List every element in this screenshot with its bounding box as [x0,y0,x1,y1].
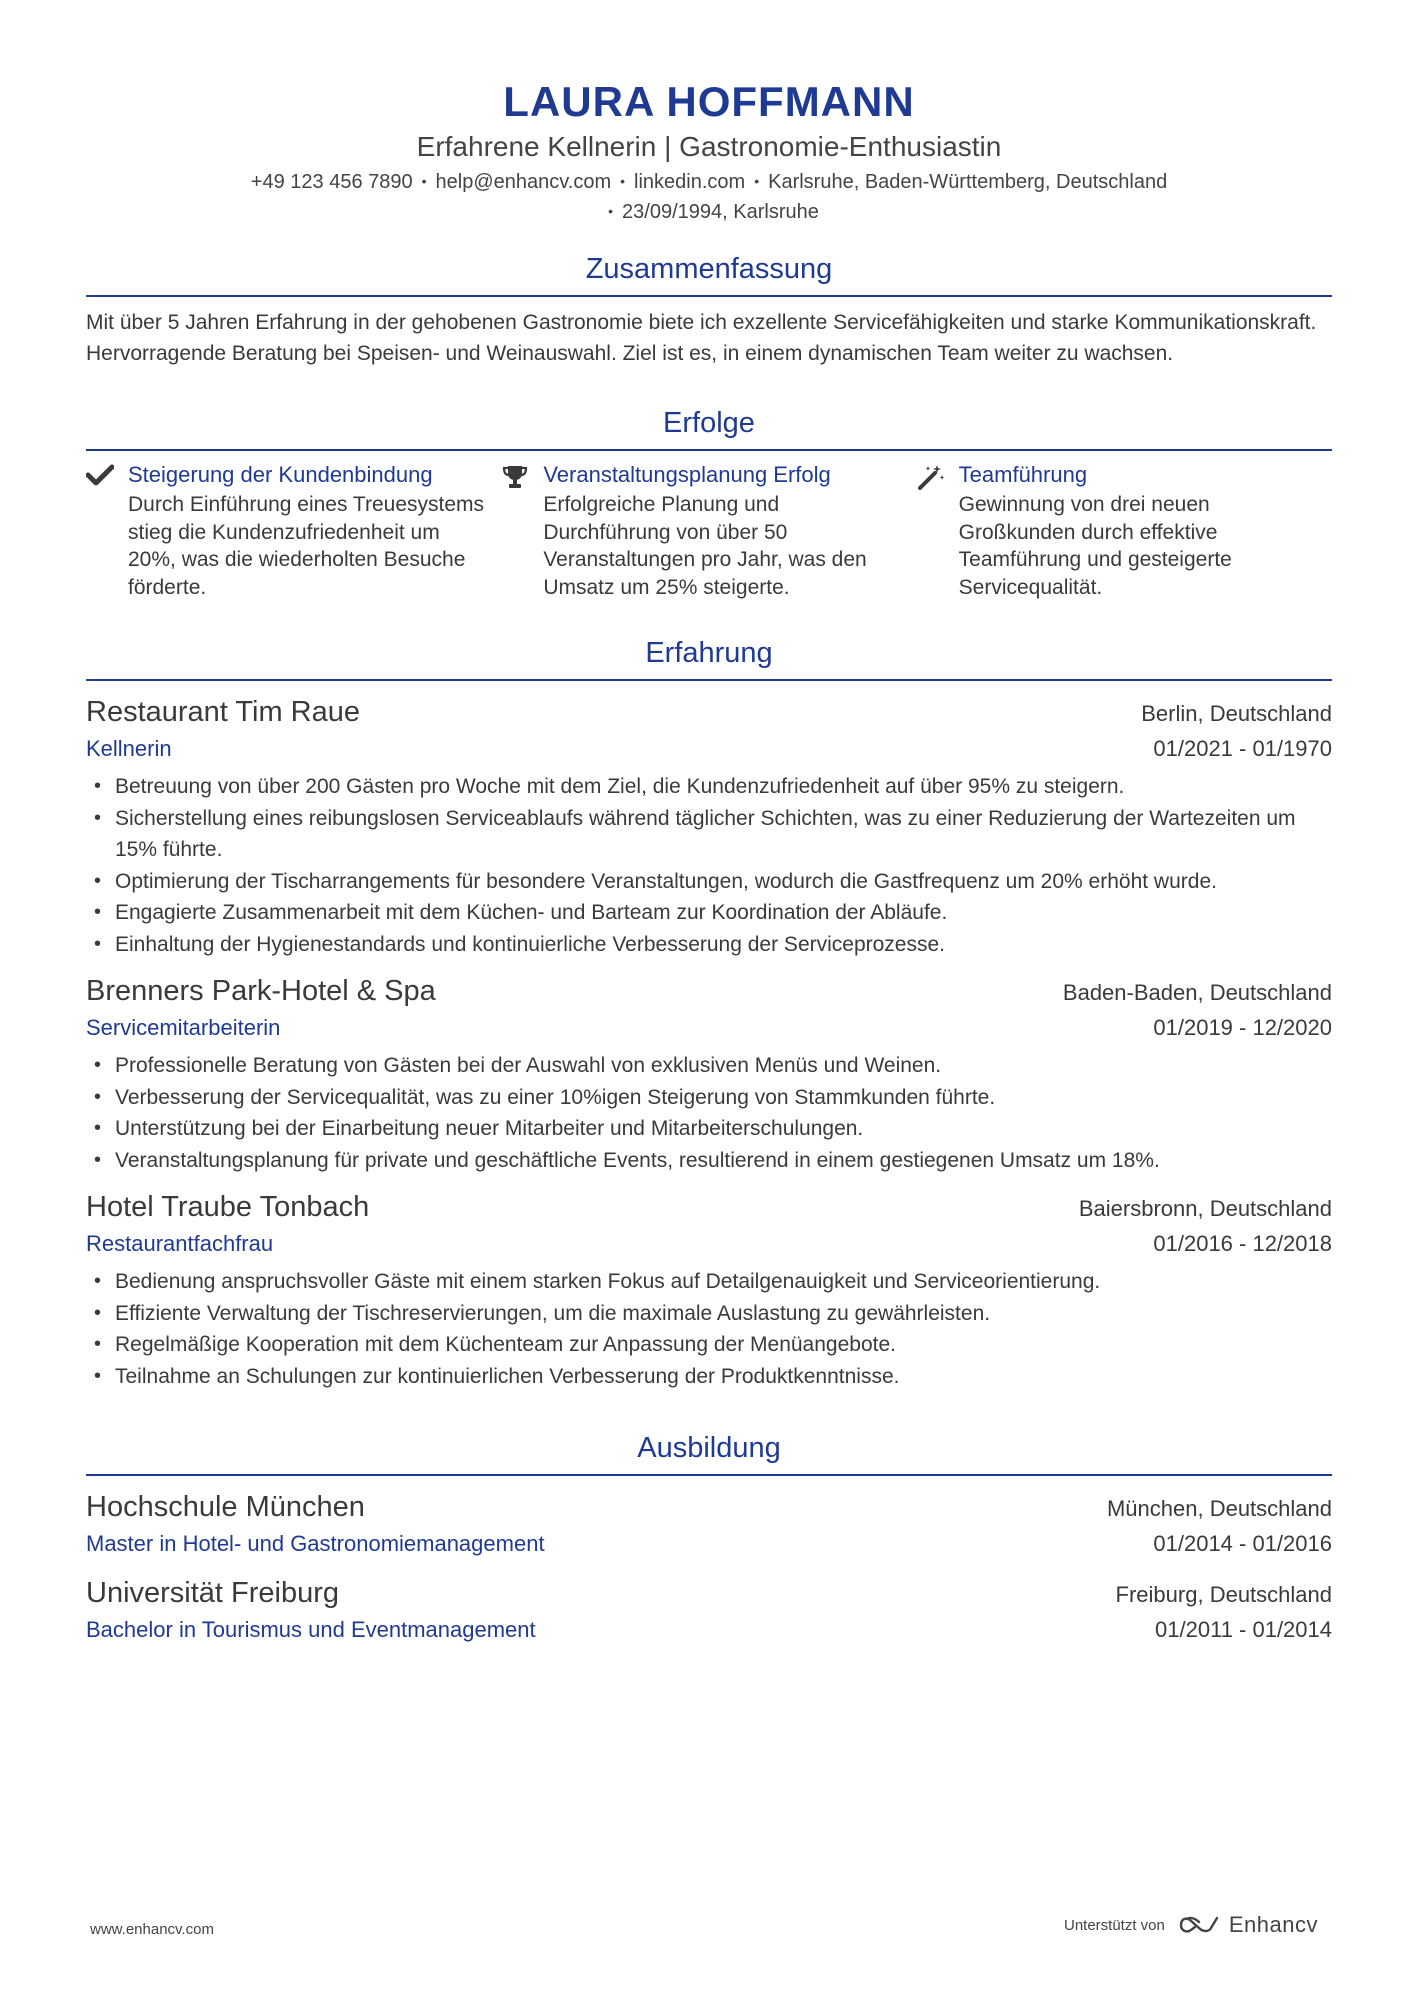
job-role: Servicemitarbeiterin [86,1015,281,1040]
enhancv-logo-icon [1177,1914,1221,1936]
section-divider [86,295,1332,297]
list-item: • Regelmäßige Kooperation mit dem Küchenteam zur Anpassung der Menüangebote. [86,1329,1332,1361]
powered-by-label: Unterstützt von [1063,1916,1165,1934]
job-dates: 01/2019 - 12/2020 [1153,1015,1332,1040]
job-dates: 01/2016 - 12/2018 [1153,1231,1332,1256]
education-dates: 01/2011 - 01/2014 [1155,1617,1332,1642]
achievement-text: Gewinnung von drei neuen Großkunden durch effektive Teamführung und gesteigerte Servicequalität. [958,493,1232,599]
list-item: • Effiziente Verwaltung der Tischreservierungen, um die maximale Auslastung zu gewährleisten. [86,1298,1332,1330]
list-item: • Sicherstellung eines reibungslosen Serviceablaufs während täglicher Schichten, was zu einer Reduzierung der Wartezeiten um 15% führte. [86,803,1332,866]
education-dates: 01/2014 - 01/2016 [1153,1531,1332,1556]
phone: +49 123 456 7890 [250,171,413,193]
email-link[interactable]: help@enhancv.com [435,171,612,193]
enhancv-brand: Enhancv [1228,1912,1318,1937]
education-entry [86,1488,1332,1562]
school-location: München, Deutschland [1106,1496,1332,1521]
section-divider [86,679,1332,681]
school-name: Hochschule München [86,1491,365,1523]
job-dates: 01/2021 - 01/1970 [1153,736,1332,761]
job-entry [86,693,1332,960]
job-entry [86,1188,1332,1392]
achievement-title: Teamführung [958,462,1088,487]
achievement-text: Erfolgreiche Planung und Durchführung von über 50 Veranstaltungen pro Jahr, was den Umsatz um 25% steigerte. [543,493,867,599]
section-divider [86,449,1332,451]
list-item: • Engagierte Zusammenarbeit mit dem Küchen- und Barteam zur Koordination der Abläufe. [86,897,1332,929]
achievement-item [86,461,501,601]
achievement-title: Veranstaltungsplanung Erfolg [543,462,831,487]
trophy-icon [501,461,543,601]
list-item: • Verbesserung der Servicequalität, was zu einer 10%igen Steigerung von Stammkunden führte. [86,1082,1332,1114]
summary-text: Mit über 5 Jahren Erfahrung in der gehobenen Gastronomie biete ich exzellente Servicefähigkeiten und starke Kommunikationskraft. Hervorragende Beratung bei Speisen- und Weinauswahl. Ziel ist es, in einem dynamischen Team weiter zu wachsen. [86,311,1317,365]
candidate-tagline: Erfahrene Kellnerin | Gastronomie-Enthusiastin [416,131,1002,162]
birth-info: 23/09/1994, Karlsruhe [622,201,819,223]
list-item: • Einhaltung der Hygienestandards und kontinuierliche Verbesserung der Serviceprozesse. [86,929,1332,961]
school-name: Universität Freiburg [86,1577,340,1609]
achievement-item [501,461,916,601]
job-bullets [86,1266,1332,1392]
experience-section [86,635,1332,1392]
contact-line: +49 123 456 7890 • help@enhancv.com • linkedin.com • Karlsruhe, Baden-Württemberg, Deutschland [250,171,1168,193]
education-entry [86,1574,1332,1648]
company-name: Brenners Park-Hotel & Spa [86,975,436,1007]
list-item: • Unterstützung bei der Einarbeitung neuer Mitarbeiter und Mitarbeiterschulungen. [86,1113,1332,1145]
company-name: Restaurant Tim Raue [86,696,361,728]
job-location: Berlin, Deutschland [1141,701,1332,726]
job-bullets [86,1050,1332,1176]
candidate-name: LAURA HOFFMANN [503,78,915,125]
degree: Bachelor in Tourismus und Eventmanagement [86,1617,536,1642]
achievement-item [917,461,1332,601]
education-section [86,1430,1332,1648]
section-title-summary: Zusammenfassung [585,253,833,285]
degree: Master in Hotel- und Gastronomiemanagement [86,1531,545,1556]
list-item: • Professionelle Beratung von Gästen bei der Auswahl von exklusiven Menüs und Weinen. [86,1050,1332,1082]
summary-section [86,251,1332,369]
list-item: • Teilnahme an Schulungen zur kontinuierlichen Verbesserung der Produktkenntnisse. [86,1361,1332,1393]
list-item: • Veranstaltungsplanung für private und geschäftliche Events, resultierend in einem gestiegenen Umsatz um 18%. [86,1145,1332,1177]
location: Karlsruhe, Baden-Württemberg, Deutschland [768,171,1168,193]
job-location: Baiersbronn, Deutschland [1078,1196,1332,1221]
list-item: • Bedienung anspruchsvoller Gäste mit einem starken Fokus auf Detailgenauigkeit und Serviceorientierung. [86,1266,1332,1298]
footer-branding[interactable] [1064,1912,1318,1938]
resume-page [86,0,1332,1648]
section-title-achievements: Erfolge [663,407,755,439]
job-entry [86,972,1332,1176]
contact-line-2: • 23/09/1994, Karlsruhe [608,201,819,223]
footer-website-link[interactable]: www.enhancv.com [90,1921,214,1938]
achievements-section [86,405,1332,601]
checkmark-icon [86,461,128,601]
section-divider [86,1474,1332,1476]
achievement-text: Durch Einführung eines Treuesystems stieg die Kundenzufriedenheit um 20%, was die wiederholten Besuche förderte. [128,493,485,599]
job-role: Restaurantfachfrau [86,1231,274,1256]
website-link[interactable]: linkedin.com [634,171,746,193]
job-bullets [86,771,1332,960]
section-title-experience: Erfahrung [645,637,773,669]
job-role: Kellnerin [86,736,172,761]
magic-wand-icon [917,461,959,601]
company-name: Hotel Traube Tonbach [86,1191,370,1223]
school-location: Freiburg, Deutschland [1115,1582,1332,1607]
job-location: Baden-Baden, Deutschland [1062,980,1332,1005]
achievement-title: Steigerung der Kundenbindung [128,462,433,487]
section-title-education: Ausbildung [637,1432,781,1464]
list-item: • Betreuung von über 200 Gästen pro Woche mit dem Ziel, die Kundenzufriedenheit auf über 95% zu steigern. [86,771,1332,803]
list-item: • Optimierung der Tischarrangements für besondere Veranstaltungen, wodurch die Gastfrequenz um 20% erhöht wurde. [86,866,1332,898]
